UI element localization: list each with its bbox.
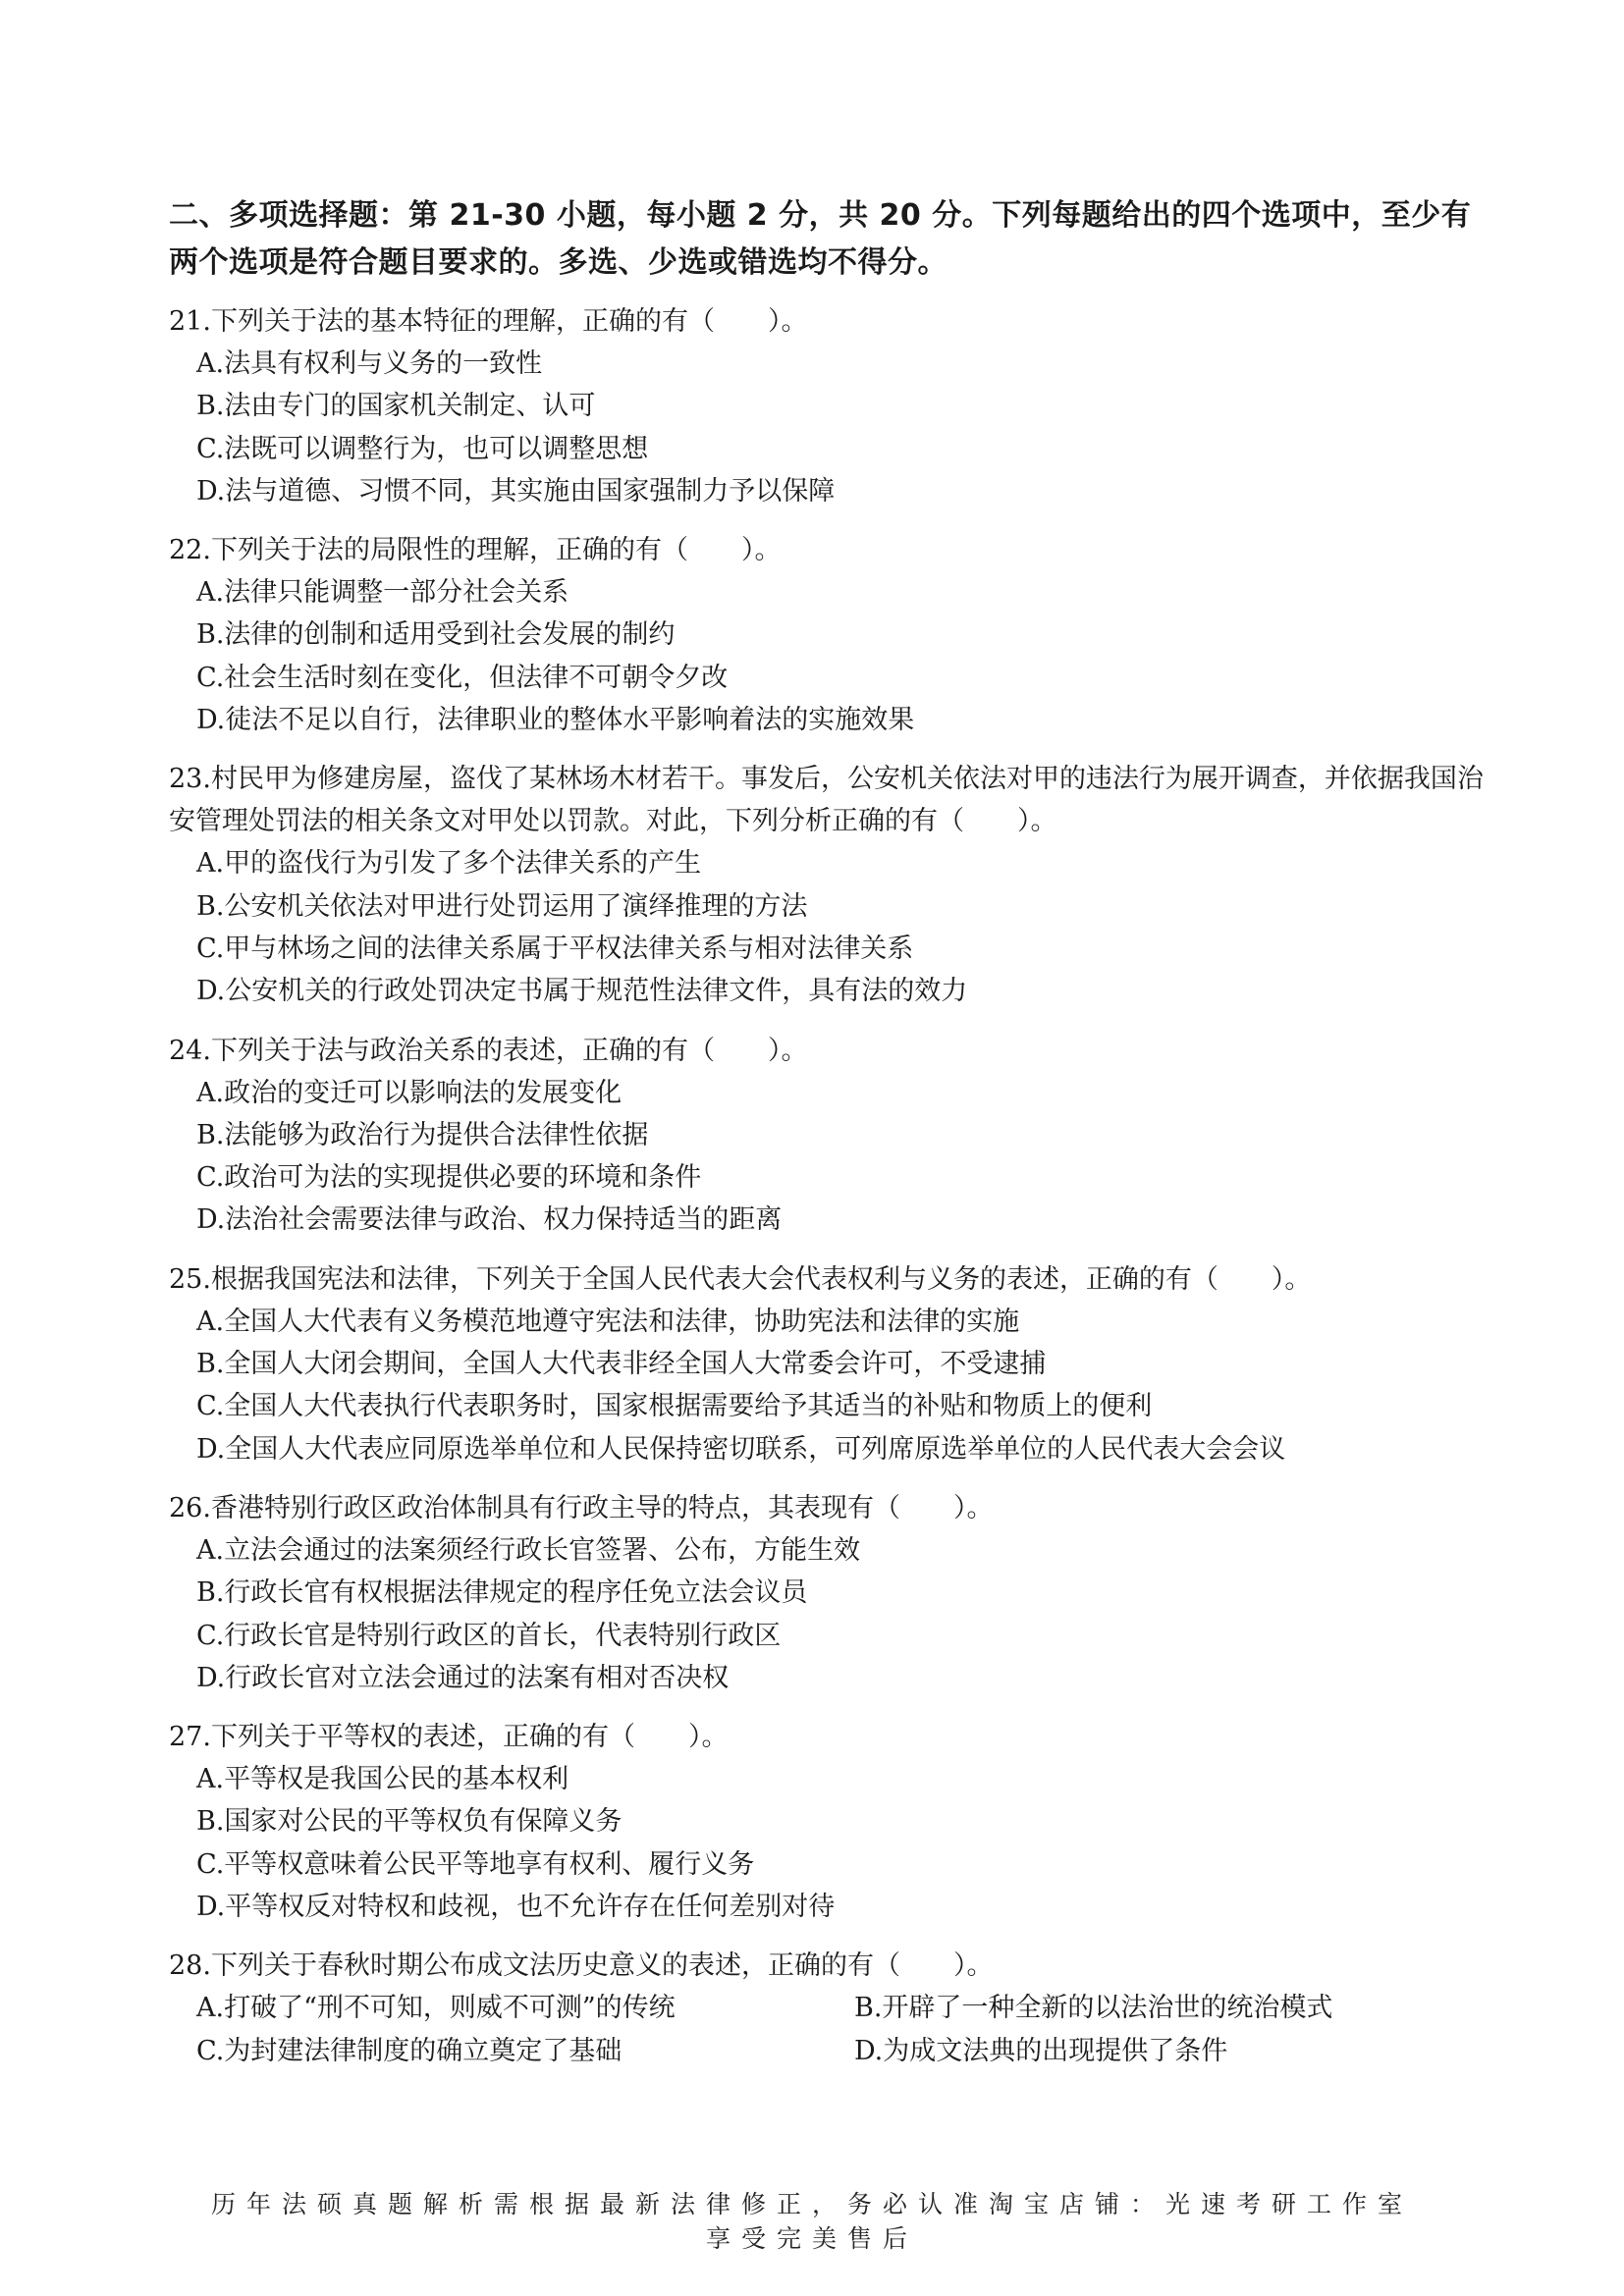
question-21 [169, 300, 1485, 512]
question-stem: 25.根据我国宪法和法律，下列关于全国人民代表大会代表权利与义务的表述，正确的有（ ）。 [169, 1263, 1312, 1295]
option-d: D.公安机关的行政处罚决定书属于规范性法律文件，具有法的效力 [196, 976, 968, 1007]
footer-notice [0, 2187, 1624, 2256]
option-c: C.政治可为法的实现提供必要的环境和条件 [196, 1162, 702, 1194]
option-c: C.法既可以调整行为，也可以调整思想 [196, 433, 649, 464]
option-a: A.甲的盗伐行为引发了多个法律关系的产生 [196, 848, 702, 880]
option-a: A.法律只能调整一部分社会关系 [196, 577, 569, 609]
option-d: D.行政长官对立法会通过的法案有相对否决权 [196, 1662, 730, 1693]
option-b: B.法能够为政治行为提供合法律性依据 [196, 1119, 649, 1150]
exam-page [169, 192, 1485, 2089]
section-heading: 二、多项选择题：第 21-30 小题，每小题 2 分，共 20 分。下列每题给出的四个选项中，至少有两个选项是符合题目要求的。多选、少选或错选均不得分。 [169, 198, 1472, 280]
footer-line-2: 享受完美售后 [705, 2224, 918, 2253]
question-stem: 21.下列关于法的基本特征的理解，正确的有（ ）。 [169, 306, 808, 337]
option-d: D.法治社会需要法律与政治、权力保持适当的距离 [196, 1204, 783, 1236]
question-24 [169, 1030, 1485, 1242]
option-c: C.社会生活时刻在变化，但法律不可朝令夕改 [196, 662, 729, 693]
question-stem: 27.下列关于平等权的表述，正确的有（ ）。 [169, 1722, 729, 1753]
option-a: A.平等权是我国公民的基本权利 [196, 1764, 569, 1795]
question-stem: 26.香港特别行政区政治体制具有行政主导的特点，其表现有（ ）。 [169, 1492, 994, 1523]
question-26 [169, 1487, 1485, 1699]
option-c: C.甲与林场之间的法律关系属于平权法律关系与相对法律关系 [196, 933, 914, 964]
question-28 [169, 1945, 1485, 2072]
question-22 [169, 529, 1485, 741]
option-b: B.行政长官有权根据法律规定的程序任免立法会议员 [196, 1577, 808, 1609]
option-d: D.徒法不足以自行，法律职业的整体水平影响着法的实施效果 [196, 705, 915, 736]
option-b: B.法律的创制和适用受到社会发展的制约 [196, 619, 676, 651]
question-stem: 23.村民甲为修建房屋，盗伐了某林场木材若干。事发后，公安机关依法对甲的违法行为展开调查，并依据我国治安管理处罚法的相关条文对甲处以罚款。对此，下列分析正确的有（ ）。 [169, 764, 1484, 837]
option-a: A.政治的变迁可以影响法的发展变化 [196, 1077, 623, 1108]
option-b: B.国家对公民的平等权负有保障义务 [196, 1806, 623, 1838]
option-b: B.公安机关依法对甲进行处罚运用了演绎推理的方法 [196, 890, 808, 922]
option-d: D.为成文法典的出现提供了条件 [854, 2035, 1228, 2066]
option-a: A.全国人大代表有义务模范地遵守宪法和法律，协助宪法和法律的实施 [196, 1306, 1020, 1337]
option-a: A.打破了“刑不可知，则威不可测”的传统 [196, 1993, 676, 2024]
question-23 [169, 758, 1485, 1012]
option-b: B.法由专门的国家机关制定、认可 [196, 391, 596, 422]
option-c: C.全国人大代表执行代表职务时，国家根据需要给予其适当的补贴和物质上的便利 [196, 1391, 1153, 1422]
question-25 [169, 1258, 1485, 1470]
option-d: D.平等权反对特权和歧视，也不允许存在任何差别对待 [196, 1892, 836, 1923]
option-b: B.开辟了一种全新的以法治世的统治模式 [854, 1993, 1333, 2024]
question-stem: 24.下列关于法与政治关系的表述，正确的有（ ）。 [169, 1035, 808, 1066]
option-d: D.法与道德、习惯不同，其实施由国家强制力予以保障 [196, 475, 836, 507]
option-c: C.为封建法律制度的确立奠定了基础 [196, 2035, 623, 2066]
question-27 [169, 1716, 1485, 1928]
option-c: C.平等权意味着公民平等地享有权利、履行义务 [196, 1848, 755, 1880]
option-a: A.法具有权利与义务的一致性 [196, 348, 543, 379]
option-a: A.立法会通过的法案须经行政长官签署、公布，方能生效 [196, 1534, 861, 1566]
option-c: C.行政长官是特别行政区的首长，代表特别行政区 [196, 1620, 782, 1651]
option-b: B.全国人大闭会期间，全国人大代表非经全国人大常委会许可，不受逮捕 [196, 1349, 1047, 1380]
question-stem: 22.下列关于法的局限性的理解，正确的有（ ）。 [169, 535, 782, 566]
footer-line-1: 历年法硕真题解析需根据最新法律修正，务必认准淘宝店铺：光速考研工作室 [210, 2190, 1413, 2218]
question-stem: 28.下列关于春秋时期公布成文法历史意义的表述，正确的有（ ）。 [169, 1950, 994, 1982]
option-d: D.全国人大代表应同原选举单位和人民保持密切联系，可列席原选举单位的人民代表大会会议 [196, 1433, 1286, 1465]
